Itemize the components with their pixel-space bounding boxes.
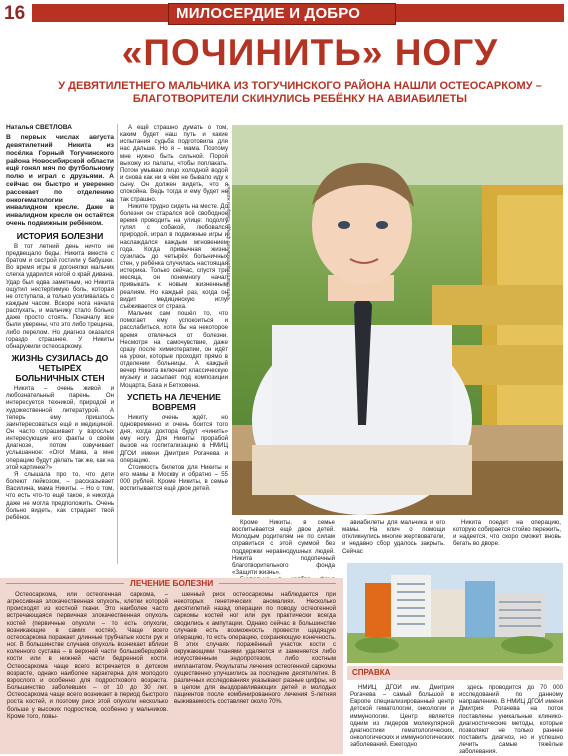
column-divider	[117, 124, 118, 564]
paragraph: А ещё страшно думать о том, каким будет наш путь и какие испытания судьба подготовила для нас дальше. Но я – мама. Поэтому мне нужно быть сильной. Порой выхожу из палаты, чтобы поплакать. Потом умываю лицо холодной водой и снова как ни в чём не бывало иду к сыну. Он должен видеть, что я спокойна. Ведь тогда и ему будет не так страшно.	[120, 124, 228, 203]
page-number: 16	[4, 3, 26, 24]
paragraph: шенный риск остеосаркомы наблюдается при некоторых генетических аномалиях. Несколько десятилетий назад операции по поводу остеогенной саркомы костей ног или рук практически всегда сводились к ампутации. Однако сейчас в большинстве случаев есть возможность провести щадящую операцию, то есть операцию, сохраняющую конечность. В этих случаях поражённый участок кости с окружающими тканями удаляется и заменяется либо искусственным эндопротезом, либо костным имплантатом. Результаты лечения остеогенной саркомы существенно улучшились за последние десятилетия. В различных исследованиях указывают разные цифры, но в целом для выздоравливающих детей и молодых пациентов после комбинированного лечения 5-летняя выживаемость составляет около 70%.	[174, 591, 336, 706]
paragraph: НМИЦ ДГОИ им. Дмитрия Рогачева – самый большой в Европе специализированный центр детской гематологии, онкологии и иммунологии. Центр является одним из лидеров молекулярной диагностики гематологических, онкологических и иммунологических заболеваний. Ежегодно	[350, 684, 454, 749]
reference-column-1	[350, 684, 454, 752]
article-column-2	[120, 124, 228, 564]
subheadline: У ДЕВЯТИЛЕТНЕГО МАЛЬЧИКА ИЗ ТОГУЧИНСКОГО РАЙОНА НАШЛИ ОСТЕОСАРКОМУ – БЛАГОТВОРИТЕЛИ СКИНУЛИСЬ РЕБЁНКУ НА АВИАБИЛЕТЫ	[58, 80, 542, 105]
paragraph: Кроме Никиты, в семье воспитывается ещё двое детей. Молодым родителям не по силам справиться с этой суммой без поддержки неравнодушных людей. Никита подопечный благотворительного фонда «Защити жизнь».	[232, 519, 335, 577]
paragraph: авиабилеты для мальчика и его мамы. На клич о помощи откликнулись многие жертвователи, и недавно сбор удалось закрыть. Сейчас	[342, 519, 445, 555]
article-column-1	[6, 124, 114, 564]
paragraph: Никита – очень живой и любознательный парень. Он интересуется техникой, природой и художественной литературой. А теперь ему пришлось заинтересоваться ещё и медициной. Он часто спрашивает у взрослых интересующие его факты о своём диагнозе, потом озвучивает услышанное: «Ого! Мама, а мне операцию будут делать так же, как на этой картинке?»	[6, 385, 114, 471]
rubric-label: МИЛОСЕРДИЕ И ДОБРО	[176, 5, 361, 22]
paragraph: Мальчик сам пошёл то, что помогает ему успокоиться и расслабиться, хотя бы на некоторое время отвлечься от болезни. Несмотря на самочувствие, даже сразу после химиотерапии, он идёт на уроки, которые проходят прямо в отделении больницы. А каждый вечер Никита включает классическую музыку и засыпает под композиции Моцарта, Баха и Бетховена.	[120, 310, 228, 389]
hospital-illustration	[347, 563, 563, 663]
section-heading-hope: УСПЕТЬ НА ЛЕЧЕНИЕ ВОВРЕМЯ	[127, 391, 221, 412]
treatment-column-2	[174, 591, 336, 751]
paragraph: здесь проводится до 70 000 исследований по данному направлению. В НМИЦ ДГОИ имени Дмитрия Рогачева на поток поставлены уникальные клинико-диагностические методы, которые позволяют не только раннее поставить диагноз, но и успешно лечить самые тяжёлые заболевания.	[459, 684, 563, 756]
paragraph: В тот летний день ничто не предвещало беды. Никита вместе с братом и сестрой гостили у бабушки. Во время игры в догонялки мальчик слегка ударился ногой о край дивана. Удар был едва заметным, но Никита ощутил нестерпимую боль, которая не отступала, а только усиливалась с каждым часом. Вскоре нога начала распухать, и мальчику стало больно даже просто стоять. Поначалу все были уверены, что это либо трещина, либо перелом. Но диагноз оказался гораздо страшнее. У Никиты обнаружили остеосаркому.	[6, 242, 114, 350]
hospital-photo	[347, 563, 563, 663]
photo-credit: Фото благотворительного фонда «Защити жизнь»	[226, 184, 232, 300]
paragraph: Остеосаркома, или остеогенная саркома, – агрессивная злокачественная опухоль, клетки которой происходят из костной ткани. Это наиболее часто встречающаяся первичная злокачественная опухоль костей (первичные опухоли – то есть опухоли, возникающие в самих костях). Чаще всего остеосаркома поражает длинные трубчатые кости рук и ног. В большинстве случаев опухоль возникает вблизи коленного сустава – в верхней части большеберцовой кости или в нижней части бедренной кости. Остеосаркома чаще всего встречается в детском возрасте, однако наиболее характерна для молодого взрослого и особенно для подросткового возраста. Большинство заболевших – от 10 до 30 лет. Остеосаркома чаще всего возникает в период быстрого роста костей, и поэтому риск этой опухоли несколько больше у высоких подростков, особенно у мальчиков. Кроме того, повы-	[7, 591, 168, 720]
paragraph: Никита поедет на операцию, которую собирается стойко пережить, и надеется, что скоро сможет вновь бегать во дворе.	[453, 519, 561, 548]
article-column-5	[453, 519, 561, 561]
section-heading-life: ЖИЗНЬ СУЗИЛАСЬ ДО ЧЕТЫРЁХ БОЛЬНИЧНЫХ СТЕН	[11, 353, 109, 384]
author-byline: Наталья СВЕТЛОВА	[6, 124, 72, 131]
paragraph: Я слышала про то, что дети болеют лейкозом, – рассказывает Василина, мама Никиты. – Но о том, что есть что-то ещё такое, я никогда даже не могла предположить. Очень больно видеть, как страдает твой ребёнок.	[6, 470, 114, 521]
paragraph: Стоимость билетов для Никиты и его мамы в Москву и обратно – 55 000 рублей. Кроме Никиты, в семье воспитывается ещё двое детей.	[120, 463, 228, 493]
article-lead: В первых числах августа девятилетний Никита из посёлка Горный Тогучинского района Новосибирской области ещё гонял мяч по футбольному полю и играл с друзьями. А сейчас он быстро и уверенно рассекает по отделению онкогематологии на инвалидном кресле. Даже в инвалидном кресле он остаётся очень подвижным ребёнком.	[6, 134, 114, 227]
page-title: «ПОЧИНИТЬ» НОГУ	[121, 32, 499, 73]
treatment-column-1	[7, 591, 168, 751]
boy-photo	[232, 125, 563, 515]
reference-column-2	[459, 684, 563, 756]
boy-photo-illustration	[232, 125, 563, 515]
reference-title: СПРАВКА	[352, 668, 391, 677]
article-column-3	[232, 519, 335, 575]
paragraph: Никиту очень ждёт, но одновременно и очень боится того дня, когда доктора будут «чинить» ему ногу. Для Никиты прорабой вызов на госпитализацию в НМИЦ ДГОИ имени Дмитрия Рогачева и операцию.	[120, 413, 228, 464]
article-column-4	[342, 519, 445, 561]
section-heading-history: ИСТОРИЯ БОЛЕЗНИ	[16, 230, 104, 241]
treatment-title: ЛЕЧЕНИЕ БОЛЕЗНИ	[124, 578, 219, 588]
paragraph: Никите трудно сидеть на месте. До болезни он старался всё свободное время проводить на улице: подолгу гулял с собакой, любовался природой, играл в подвижные игры и наслаждался каждым мгновением года. Когда привычная жизнь сузилась до четырёх больничных стен, у ребёнка случилась настоящая истерика. Только сейчас, спустя три месяца, он понемногу начал привыкать к новым жизненным реалиям. Но каждый раз, когда он видит медицинскую иглу, съёживается от страха.	[120, 202, 228, 310]
